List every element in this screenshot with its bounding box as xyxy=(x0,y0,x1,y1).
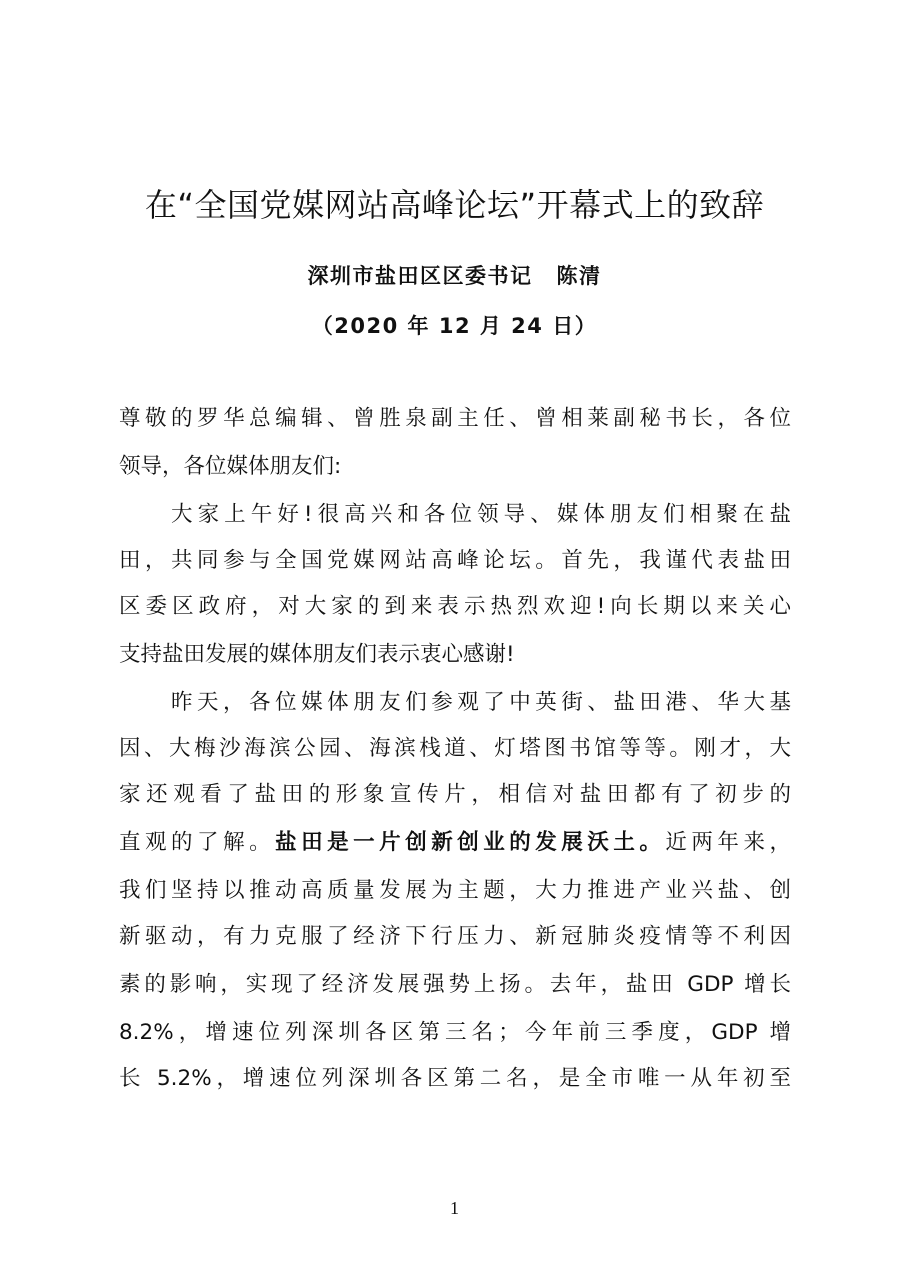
body-line: 素的影响，实现了经济发展强势上扬。去年，盐田 GDP 增长 xyxy=(119,972,791,997)
body-line: 新驱动，有力克服了经济下行压力、新冠肺炎疫情等不利因 xyxy=(119,924,791,949)
author-line xyxy=(0,260,909,290)
body-line-emphasis xyxy=(119,828,791,858)
body-line: 因、大梅沙海滨公园、海滨栈道、灯塔图书馆等等。刚才，大 xyxy=(119,736,791,761)
body-line: 尊敬的罗华总编辑、曾胜泉副主任、曾相莱副秘书长，各位 xyxy=(119,406,791,431)
author-name: 陈清 xyxy=(556,264,602,288)
body-line: 支持盐田发展的媒体朋友们表示衷心感谢! xyxy=(119,642,515,667)
emphasis-text: 盐田是一片创新创业的发展沃土。 xyxy=(275,830,666,855)
author-role: 深圳市盐田区区委书记 xyxy=(307,264,533,288)
page-number: 1 xyxy=(450,1198,459,1218)
body-text: 近两年来， xyxy=(665,830,791,855)
body-line: 长 5.2%，增速位列深圳各区第二名，是全市唯一从年初至 xyxy=(119,1066,791,1091)
body-line: 家还观看了盐田的形象宣传片，相信对盐田都有了初步的 xyxy=(119,782,791,807)
body-line: 田，共同参与全国党媒网站高峰论坛。首先，我谨代表盐田 xyxy=(119,548,791,573)
body-line: 我们坚持以推动高质量发展为主题，大力推进产业兴盐、创 xyxy=(119,878,791,903)
body-line: 8.2%，增速位列深圳各区第三名；今年前三季度，GDP 增 xyxy=(119,1020,791,1045)
document-title: 在“全国党媒网站高峰论坛”开幕式上的致辞 xyxy=(144,186,765,224)
body-line: 昨天，各位媒体朋友们参观了中英街、盐田港、华大基 xyxy=(171,690,791,715)
body-line: 大家上午好!很高兴和各位领导、媒体朋友们相聚在盐 xyxy=(171,502,791,527)
speech-date: （2020 年 12 月 24 日） xyxy=(311,314,598,338)
body-text: 直观的了解。 xyxy=(119,830,276,855)
body-line: 领导，各位媒体朋友们: xyxy=(119,454,342,479)
body-line: 区委区政府，对大家的到来表示热烈欢迎!向长期以来关心 xyxy=(119,594,791,619)
